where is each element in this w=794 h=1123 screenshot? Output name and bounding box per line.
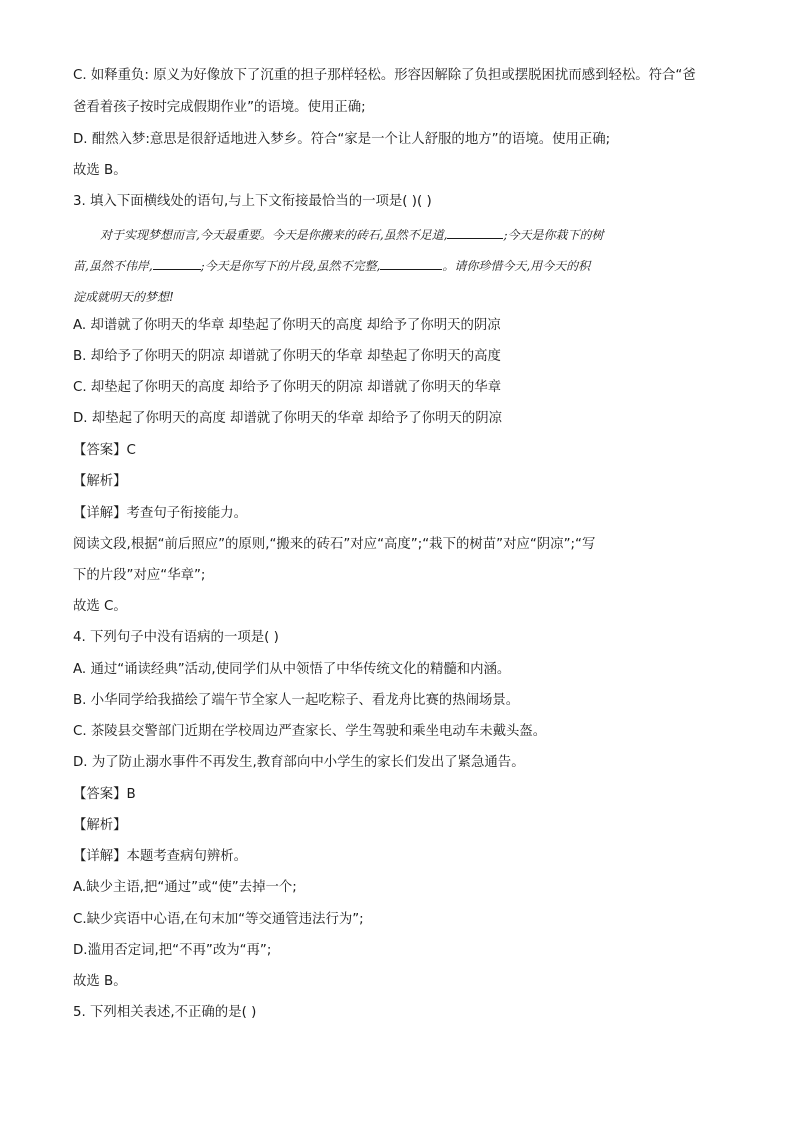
q3-option-b: B. 却给予了你明天的阴凉 却谱就了你明天的华章 却垫起了你明天的高度 xyxy=(73,349,501,364)
q3-answer: 【答案】C xyxy=(73,443,136,458)
q4-option-b: B. 小华同学给我描绘了端午节全家人一起吃粽子、看龙舟比赛的热闹场景。 xyxy=(73,693,520,708)
q4-explanation-d: D.滥用否定词,把“不再”改为“再”; xyxy=(73,943,272,958)
blank-2 xyxy=(153,256,201,270)
q3-explanation-cont: 下的片段”对应“华章”; xyxy=(73,568,206,583)
q3-option-a: A. 却谱就了你明天的华章 却垫起了你明天的高度 却给予了你明天的阴凉 xyxy=(73,318,501,333)
passage-line-1: 对于实现梦想而言,今天最重要。今天是你搬来的砖石,虽然不足道, ;今天是你栽下的树 xyxy=(100,225,740,245)
blank-3 xyxy=(380,256,442,270)
q3-option-c: C. 却垫起了你明天的高度 却给予了你明天的阴凉 却谱就了你明天的华章 xyxy=(73,380,502,395)
passage-line-3: 淀成就明天的梦想! xyxy=(73,290,174,304)
question-3-stem: 3. 填入下面横线处的语句,与上下文衔接最恰当的一项是( )( ) xyxy=(73,194,432,209)
q4-option-a: A. 通过“诵读经典”活动,使同学们从中领悟了中华传统文化的精髓和内涵。 xyxy=(73,662,511,677)
q4-analysis-label: 【解析】 xyxy=(73,818,127,833)
q3-detail: 【详解】考查句子衔接能力。 xyxy=(73,506,248,521)
q4-option-d: D. 为了防止溺水事件不再发生,教育部向中小学生的家长们发出了紧急通告。 xyxy=(73,755,525,770)
question-4-stem: 4. 下列句子中没有语病的一项是( ) xyxy=(73,630,279,645)
blank-1 xyxy=(447,225,503,239)
q4-explanation-a: A.缺少主语,把“通过”或“使”去掉一个; xyxy=(73,880,297,895)
passage-line-2: 苗,虽然不伟岸, ;今天是你写下的片段,虽然不完整, 。请你珍惜今天,用今天的积 xyxy=(73,256,713,276)
explanation-d: D. 酣然入梦:意思是很舒适地进入梦乡。符合“家是一个让人舒服的地方”的语境。使用正确; xyxy=(73,132,611,147)
q4-answer: 【答案】B xyxy=(73,787,136,802)
q3-option-d: D. 却垫起了你明天的高度 却谱就了你明天的华章 却给予了你明天的阴凉 xyxy=(73,411,503,426)
q4-option-c: C. 茶陵县交警部门近期在学校周边严查家长、学生驾驶和乘坐电动车未戴头盔。 xyxy=(73,724,547,739)
q4-detail: 【详解】本题考查病句辨析。 xyxy=(73,849,248,864)
question-5-stem: 5. 下列相关表述,不正确的是( ) xyxy=(73,1005,257,1020)
explanation-c: C. 如释重负: 原义为好像放下了沉重的担子那样轻松。形容因解除了负担或摆脱困扰而感到轻松。符合“爸 xyxy=(73,68,696,83)
q4-explanation-c: C.缺少宾语中心语,在句末加“等交通管违法行为”; xyxy=(73,912,364,927)
q3-analysis-label: 【解析】 xyxy=(73,474,127,489)
q3-explanation: 阅读文段,根据“前后照应”的原则,“搬来的砖石”对应“高度”;“栽下的树苗”对应“阴凉”;“写 xyxy=(73,537,596,552)
explanation-c-cont: 爸看着孩子按时完成假期作业”的语境。使用正确; xyxy=(73,100,366,115)
q3-choice: 故选 C。 xyxy=(73,599,127,614)
answer-choice-q2: 故选 B。 xyxy=(73,163,127,178)
q4-choice: 故选 B。 xyxy=(73,974,127,989)
